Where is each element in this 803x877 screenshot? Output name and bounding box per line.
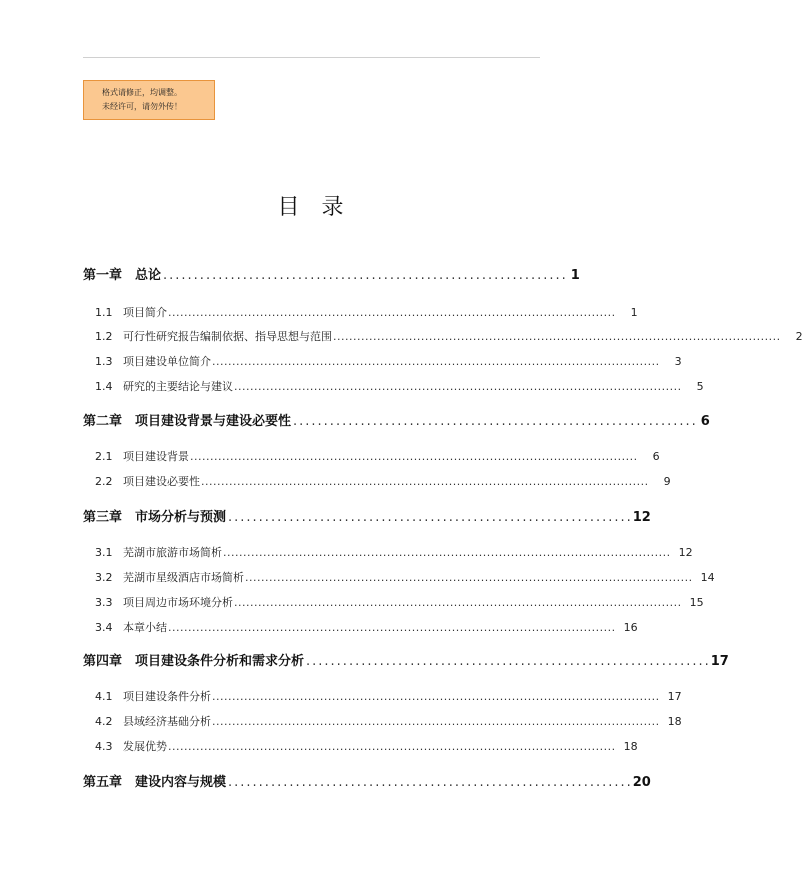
toc-section-3-4[interactable]	[95, 619, 638, 635]
leader-dots: ................................................................................................................	[201, 475, 649, 488]
section-title: 县域经济基础分析	[123, 715, 211, 728]
section-number: 1.1	[95, 306, 113, 319]
header-rule	[83, 57, 540, 58]
section-page: 18	[667, 715, 682, 728]
toc-chapter-3[interactable]	[83, 506, 651, 525]
toc-chapter-5[interactable]	[83, 771, 651, 790]
section-title: 可行性研究报告编制依据、指导思想与范围	[123, 330, 332, 343]
section-number: 4.2	[95, 715, 113, 728]
toc-section-1-1[interactable]	[95, 304, 638, 320]
leader-dots: ................................................................................................................	[333, 330, 781, 343]
notice-line-1: 格式请修正，均调整。	[102, 88, 182, 97]
section-number: 1.4	[95, 380, 113, 393]
confidential-notice	[83, 80, 215, 120]
section-title: 芜湖市星级酒店市场简析	[123, 571, 244, 584]
section-number: 3.4	[95, 621, 113, 634]
section-page: 12	[678, 546, 693, 559]
section-number: 3.1	[95, 546, 113, 559]
section-page: 6	[652, 450, 660, 463]
notice-line-2: 未经许可，请勿外传！	[102, 102, 182, 111]
section-page: 9	[663, 475, 671, 488]
chapter-page: 6	[700, 414, 710, 429]
section-title: 本章小结	[123, 621, 167, 634]
section-page: 14	[700, 571, 715, 584]
section-number: 4.3	[95, 740, 113, 753]
chapter-page: 17	[710, 654, 729, 669]
leader-dots: ................................................................................................................	[168, 621, 616, 634]
section-page: 17	[667, 690, 682, 703]
toc-section-2-1[interactable]	[95, 448, 660, 464]
leader-dots: ................................................................................................................	[212, 690, 660, 703]
section-page: 16	[623, 621, 638, 634]
leader-dots: ................................................................................................................	[212, 715, 660, 728]
section-title: 项目建设必要性	[123, 475, 200, 488]
toc-section-1-4[interactable]	[95, 378, 704, 394]
section-number: 1.3	[95, 355, 113, 368]
section-page: 15	[689, 596, 704, 609]
leader-dots: ................................................................................................................	[212, 355, 660, 368]
section-title: 项目周边市场环境分析	[123, 596, 233, 609]
toc-chapter-2[interactable]	[83, 410, 710, 429]
chapter-label: 第一章 总论	[83, 268, 162, 283]
leader-dots: ................................................................................................................	[245, 571, 693, 584]
toc-section-4-2[interactable]	[95, 713, 682, 729]
section-number: 2.2	[95, 475, 113, 488]
toc-section-3-1[interactable]	[95, 544, 693, 560]
leader-dots: ................................................................................................................	[223, 546, 671, 559]
toc-section-1-2[interactable]	[95, 328, 803, 344]
leader-dots: ..................................................................	[228, 775, 633, 790]
toc-section-3-3[interactable]	[95, 594, 704, 610]
chapter-page: 1	[570, 268, 580, 283]
section-title: 研究的主要结论与建议	[123, 380, 233, 393]
toc-section-3-2[interactable]	[95, 569, 715, 585]
leader-dots: ..................................................................	[306, 654, 711, 669]
leader-dots: ................................................................................................................	[234, 380, 682, 393]
section-title: 项目建设条件分析	[123, 690, 211, 703]
leader-dots: ................................................................................................................	[168, 306, 616, 319]
section-page: 3	[674, 355, 682, 368]
chapter-label: 第三章 市场分析与预测	[83, 510, 227, 525]
toc-section-2-2[interactable]	[95, 473, 671, 489]
section-title: 项目简介	[123, 306, 167, 319]
toc-section-4-3[interactable]	[95, 738, 638, 754]
chapter-page: 12	[632, 510, 651, 525]
chapter-label: 第五章 建设内容与规模	[83, 775, 227, 790]
section-number: 1.2	[95, 330, 113, 343]
leader-dots: ................................................................................................................	[234, 596, 682, 609]
section-number: 2.1	[95, 450, 113, 463]
leader-dots: ..................................................................	[163, 268, 568, 283]
toc-chapter-1[interactable]	[83, 264, 580, 283]
section-number: 3.2	[95, 571, 113, 584]
section-number: 3.3	[95, 596, 113, 609]
toc-title: 目录	[277, 195, 366, 220]
section-title: 项目建设背景	[123, 450, 189, 463]
section-number: 4.1	[95, 690, 113, 703]
leader-dots: ..................................................................	[228, 510, 633, 525]
chapter-page: 20	[632, 775, 651, 790]
toc-chapter-4[interactable]	[83, 650, 729, 669]
section-page: 1	[630, 306, 638, 319]
leader-dots: ..................................................................	[293, 414, 698, 429]
chapter-label: 第四章 项目建设条件分析和需求分析	[83, 654, 305, 669]
section-title: 发展优势	[123, 740, 167, 753]
section-page: 18	[623, 740, 638, 753]
toc-section-1-3[interactable]	[95, 353, 682, 369]
section-title: 项目建设单位简介	[123, 355, 211, 368]
chapter-label: 第二章 项目建设背景与建设必要性	[83, 414, 292, 429]
toc-section-4-1[interactable]	[95, 688, 682, 704]
section-page: 2	[795, 330, 803, 343]
leader-dots: ................................................................................................................	[168, 740, 616, 753]
leader-dots: ................................................................................................................	[190, 450, 638, 463]
section-page: 5	[696, 380, 704, 393]
section-title: 芜湖市旅游市场简析	[123, 546, 222, 559]
